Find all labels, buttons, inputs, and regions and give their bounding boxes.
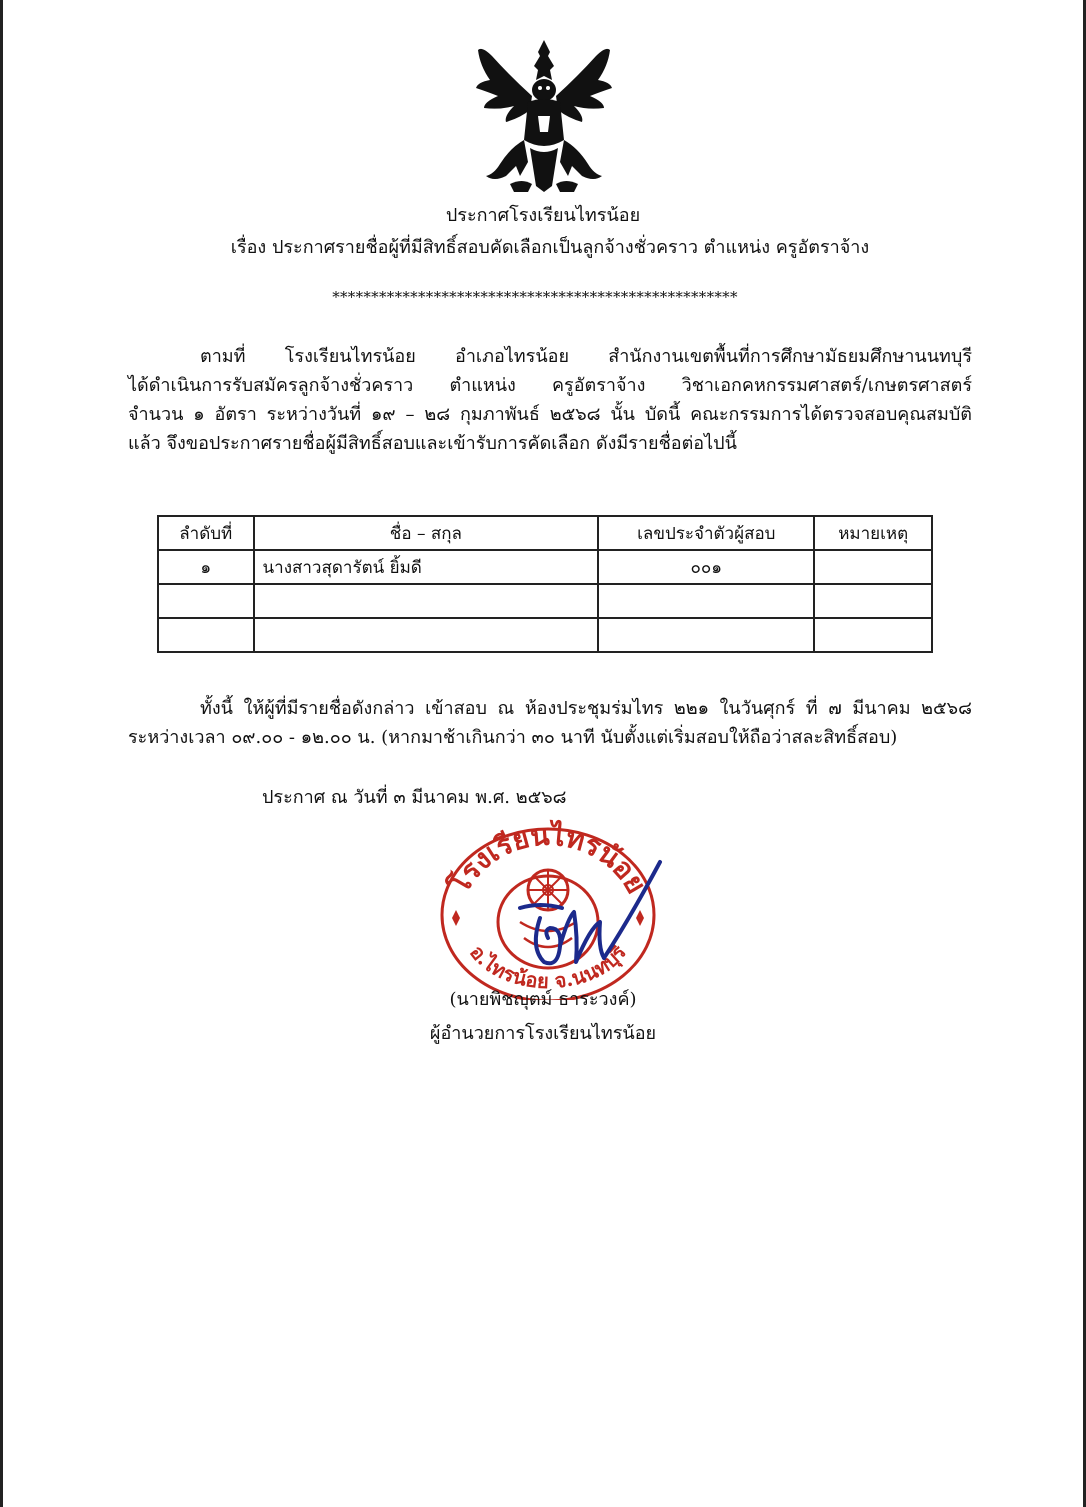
col-header-exam-id: เลขประจำตัวผู้สอบ: [598, 516, 814, 550]
announcement-title: ประกาศโรงเรียนไทรน้อย: [445, 205, 641, 226]
paragraph-line: ทั้งนี้ ให้ผู้ที่มีรายชื่อดังกล่าว เข้าสอบ ณ ห้องประชุมร่มไทร ๒๒๑ ในวันศุกร์ ที่ ๗ มีนาคม ๒๕๖๘: [200, 698, 972, 719]
col-header-name: ชื่อ – สกุล: [254, 516, 599, 550]
table-row: [158, 584, 932, 618]
cell-exam-id: ๐๐๑: [598, 550, 814, 584]
body-paragraph-1: [128, 342, 972, 458]
cell-remark: [814, 584, 932, 618]
garuda-emblem: [470, 36, 618, 196]
paragraph-line: ตามที่ โรงเรียนไทรน้อย อำเภอไทรน้อย สำนักงานเขตพื้นที่การศึกษามัธยมศึกษานนทบุรี: [200, 346, 972, 367]
cell-name: [254, 584, 599, 618]
cell-exam-id: [598, 618, 814, 652]
candidate-table: [157, 515, 933, 653]
table-header-row: [158, 516, 932, 550]
col-header-remark: หมายเหตุ: [814, 516, 932, 550]
cell-order: [158, 584, 254, 618]
col-header-order: ลำดับที่: [158, 516, 254, 550]
cell-remark: [814, 550, 932, 584]
signer-name: (นายพิชญุตม์ ธาระวงค์): [449, 989, 637, 1010]
signer-title: ผู้อำนวยการโรงเรียนไทรน้อย: [429, 1023, 657, 1044]
cell-exam-id: [598, 584, 814, 618]
body-paragraph-2: [128, 694, 972, 752]
director-signature: [500, 858, 670, 988]
cell-order: [158, 618, 254, 652]
table-row: [158, 550, 932, 584]
svg-text:โรงเรียนไทรน้อย: โรงเรียนไทรน้อย: [442, 818, 654, 900]
svg-text:อ.ไทรน้อย จ.นนทบุรี: อ.ไทรน้อย จ.นนทบุรี: [465, 940, 631, 994]
announcement-date: ประกาศ ณ วันที่ ๓ มีนาคม พ.ศ. ๒๕๖๘: [262, 787, 567, 808]
paragraph-line: แล้ว จึงขอประกาศรายชื่อผู้มีสิทธิ์สอบและเข้ารับการคัดเลือก ดังมีรายชื่อต่อไปนี้: [128, 433, 737, 454]
cell-name: [254, 618, 599, 652]
paragraph-line: ได้ดำเนินการรับสมัครลูกจ้างชั่วคราว ตำแหน่ง ครูอัตราจ้าง วิชาเอกคหกรรมศาสตร์/เกษตรศาสตร์: [128, 375, 972, 396]
separator-line: ****************************************************: [332, 288, 738, 306]
cell-order: ๑: [158, 550, 254, 584]
cell-remark: [814, 618, 932, 652]
cell-name: นางสาวสุดารัตน์ ยิ้มดี: [254, 550, 599, 584]
paragraph-line: ระหว่างเวลา ๐๙.๐๐ - ๑๒.๐๐ น. (หากมาช้าเกินกว่า ๓๐ นาที นับตั้งแต่เริ่มสอบให้ถือว่าสละสิทธิ์สอบ): [128, 727, 898, 748]
table-row: [158, 618, 932, 652]
paragraph-line: จำนวน ๑ อัตรา ระหว่างวันที่ ๑๙ – ๒๘ กุมภาพันธ์ ๒๕๖๘ นั้น บัดนี้ คณะกรรมการได้ตรวจสอบคุณสมบัติ: [128, 404, 972, 425]
announcement-subject: เรื่อง ประกาศรายชื่อผู้ที่มีสิทธิ์สอบคัดเลือกเป็นลูกจ้างชั่วคราว ตำแหน่ง ครูอัตราจ้าง: [230, 237, 870, 258]
